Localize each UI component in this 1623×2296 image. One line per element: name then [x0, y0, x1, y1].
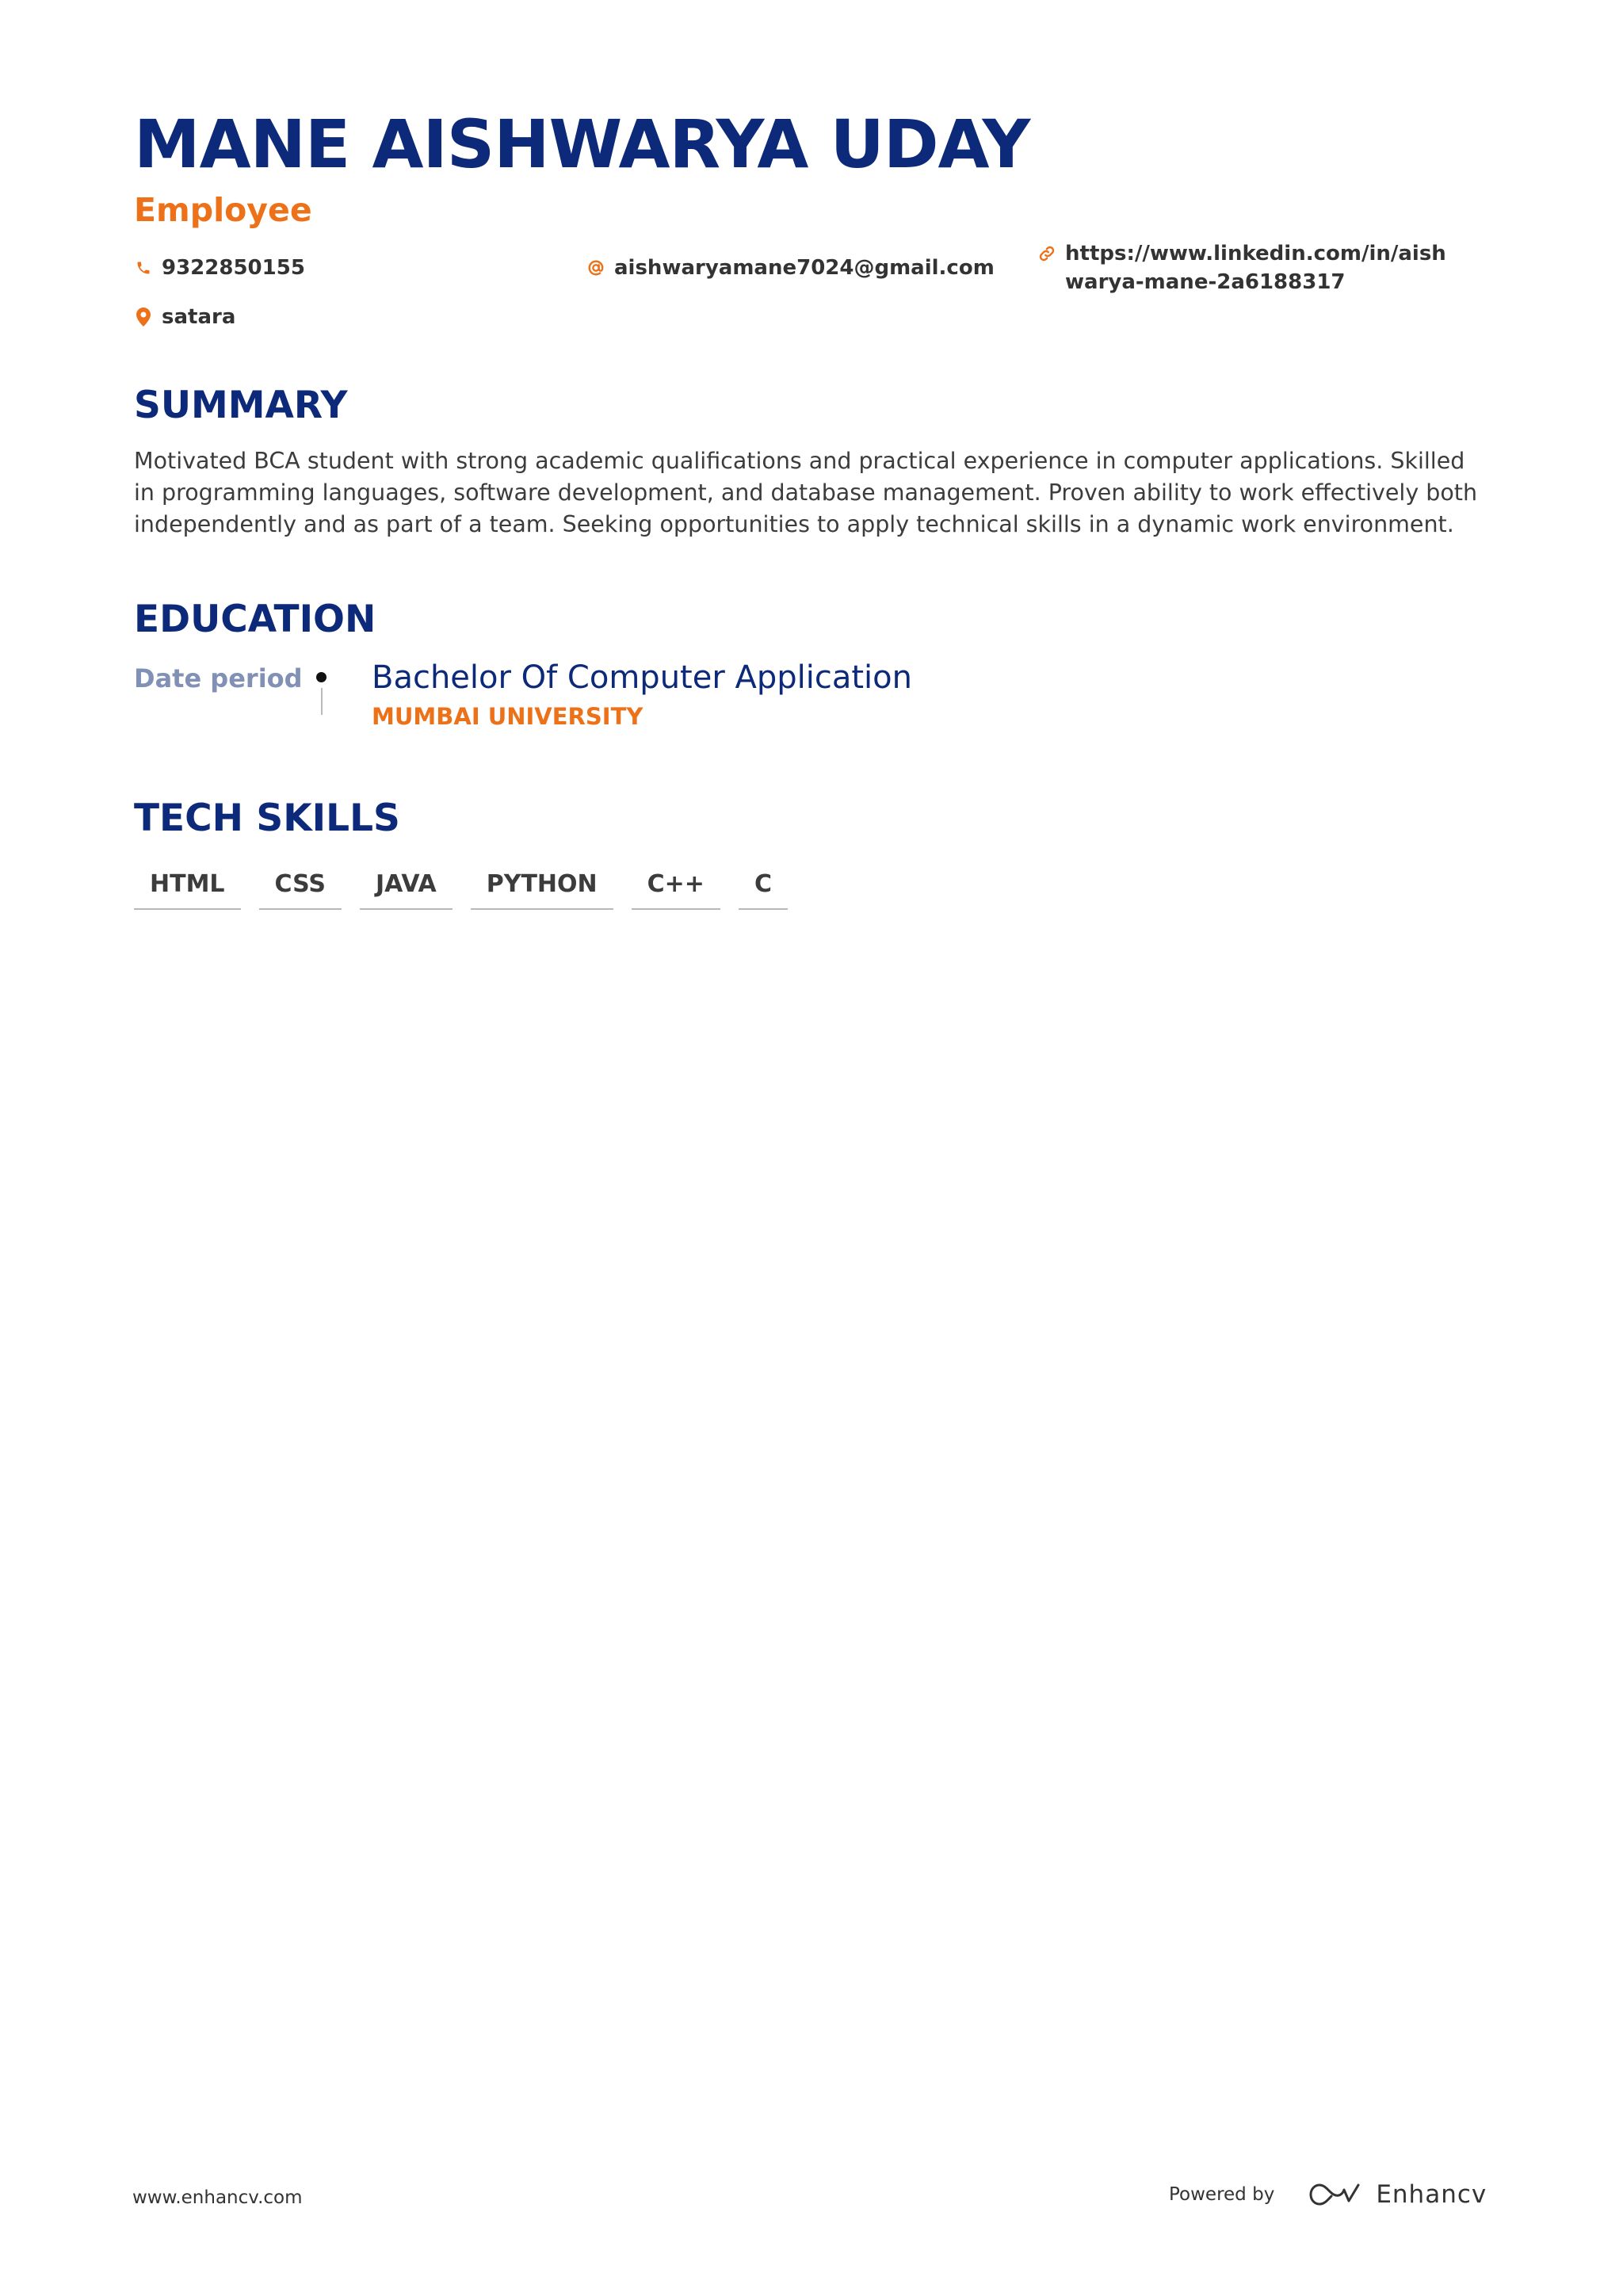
education-date: Date period [134, 663, 303, 693]
contact-location [134, 303, 235, 331]
skill-tag: JAVA [360, 865, 453, 910]
education-heading: EDUCATION [134, 598, 376, 641]
footer-website[interactable]: www.enhancv.com [132, 2187, 303, 2208]
summary-heading: SUMMARY [134, 384, 348, 427]
candidate-title: Employee [134, 191, 312, 229]
location-pin-icon [134, 303, 153, 331]
location-text: satara [162, 305, 236, 329]
candidate-name: MANE AISHWARYA UDAY [134, 105, 1030, 183]
enhancv-logo-icon [1306, 2179, 1361, 2210]
brand-name: Enhancv [1376, 2180, 1487, 2209]
skill-tag: PYTHON [471, 865, 613, 910]
footer-branding [1169, 2173, 1487, 2216]
timeline-line [321, 688, 323, 715]
summary-text: Motivated BCA student with strong academic qualifications and practical experience in computer applications. Skilled in programming languages, software development, and database management. Proven ability to work effectively both independently and as part of a team. Seeking opportunities to apply technical skills in a dynamic work environment. [134, 448, 1478, 537]
education-school: MUMBAI UNIVERSITY [372, 703, 643, 730]
powered-by-text: Powered by [1169, 2184, 1275, 2205]
enhancv-logo[interactable] [1306, 2179, 1487, 2210]
skills-list [134, 865, 788, 910]
contact-link[interactable] [1037, 239, 1449, 296]
skill-tag: HTML [134, 865, 241, 910]
phone-text: 9322850155 [162, 256, 305, 280]
skills-heading: TECH SKILLS [134, 797, 400, 840]
email-text: aishwaryamane7024@gmail.com [614, 256, 995, 280]
link-text: https://www.linkedin.com/in/aishwarya-mane-2a6188317 [1065, 242, 1446, 294]
contact-phone[interactable] [134, 254, 305, 282]
contact-email[interactable] [586, 254, 995, 282]
skill-tag: CSS [259, 865, 342, 910]
education-degree: Bachelor Of Computer Application [372, 659, 912, 696]
skill-tag: C [739, 865, 788, 910]
timeline-dot [316, 672, 327, 682]
phone-icon [134, 254, 153, 282]
link-icon [1037, 239, 1056, 268]
skill-tag: C++ [632, 865, 720, 910]
at-icon [586, 254, 605, 282]
